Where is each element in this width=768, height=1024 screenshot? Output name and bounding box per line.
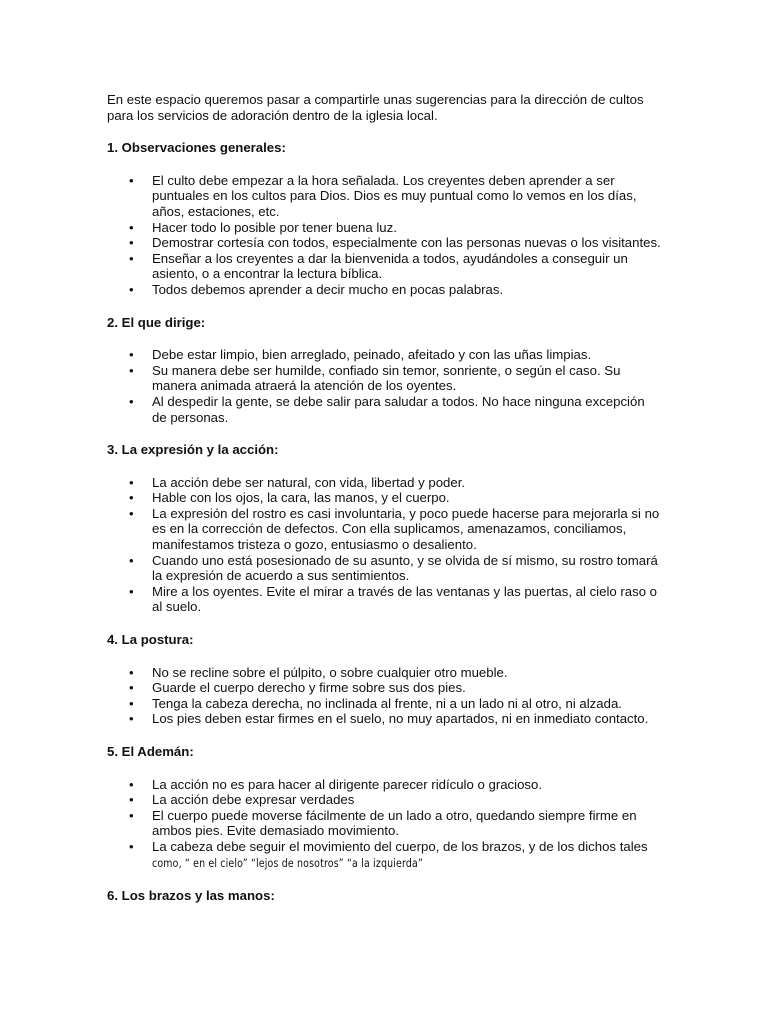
list-item: • Los pies deben estar firmes en el suelo, no muy apartados, ni en inmediato contacto. [107, 711, 662, 727]
section-heading: 3. La expresión y la acción: [107, 442, 279, 458]
list-item: • Todos debemos aprender a decir mucho en pocas palabras. [107, 282, 662, 298]
list-item: • Hacer todo lo posible por tener buena luz. [107, 220, 662, 236]
list-item: • La acción debe expresar verdades [107, 792, 662, 808]
list-item: • Mire a los oyentes. Evite el mirar a través de las ventanas y las puertas, al cielo raso o al suelo. [107, 584, 662, 615]
list-item: • La acción no es para hacer al dirigente parecer ridículo o gracioso. [107, 777, 662, 793]
list-item-quote: como, “ en el cielo” “lejos de nosotros” “a la izquierda” [152, 855, 424, 870]
list-item: • Hable con los ojos, la cara, las manos, y el cuerpo. [107, 490, 662, 506]
section-heading: 4. La postura: [107, 632, 194, 648]
bullet-list [107, 173, 662, 298]
section-heading: 1. Observaciones generales: [107, 140, 286, 156]
list-item: • Guarde el cuerpo derecho y firme sobre sus dos pies. [107, 680, 662, 696]
section-heading: 6. Los brazos y las manos: [107, 888, 275, 904]
list-item: • El culto debe empezar a la hora señalada. Los creyentes deben aprender a ser puntuales en los cultos para Dios. Dios es muy puntual como lo vemos en los días, años, estaciones, etc. [107, 173, 662, 220]
list-item: • Enseñar a los creyentes a dar la bienvenida a todos, ayudándoles a conseguir un asiento, o a encontrar la lectura bíblica. [107, 251, 662, 282]
list-item: • Su manera debe ser humilde, confiado sin temor, sonriente, o según el caso. Su manera animada atraerá la atención de los oyentes. [107, 363, 662, 394]
section-heading: 2. El que dirige: [107, 314, 206, 330]
list-item: • Tenga la cabeza derecha, no inclinada al frente, ni a un lado ni al otro, ni alzada. [107, 696, 662, 712]
list-item [107, 839, 662, 871]
list-item: • No se recline sobre el púlpito, o sobre cualquier otro mueble. [107, 665, 662, 681]
list-item: • Cuando uno está posesionado de su asunto, y se olvida de sí mismo, su rostro tomará la expresión de acuerdo a sus sentimientos. [107, 553, 662, 584]
document-page [107, 92, 662, 904]
section-heading: 5. El Ademán: [107, 744, 194, 759]
list-item: • La expresión del rostro es casi involuntaria, y poco puede hacerse para mejorarla si no es en la corrección de defectos. Con ella suplicamos, amenazamos, conciliamos, manifestamos tristeza o gozo, entusiasmo o desaliento. [107, 506, 662, 553]
bullet-list [107, 475, 662, 615]
bullet-list [107, 777, 662, 872]
intro-paragraph: En este espacio queremos pasar a compartirle unas sugerencias para la dirección de cultos para los servicios de adoración dentro de la iglesia local. [107, 92, 644, 123]
list-item: • Debe estar limpio, bien arreglado, peinado, afeitado y con las uñas limpias. [107, 347, 662, 363]
list-item: • Al despedir la gente, se debe salir para saludar a todos. No hace ninguna excepción de personas. [107, 394, 662, 425]
list-item: • Demostrar cortesía con todos, especialmente con las personas nuevas o los visitantes. [107, 235, 662, 251]
bullet-list [107, 347, 662, 425]
list-item-text: La cabeza debe seguir el movimiento del cuerpo, de los brazos, y de los dichos tales [152, 838, 648, 854]
bullet-list [107, 665, 662, 727]
list-item: • El cuerpo puede moverse fácilmente de un lado a otro, quedando siempre firme en ambos pies. Evite demasiado movimiento. [107, 808, 662, 839]
list-item: • La acción debe ser natural, con vida, libertad y poder. [107, 475, 662, 491]
